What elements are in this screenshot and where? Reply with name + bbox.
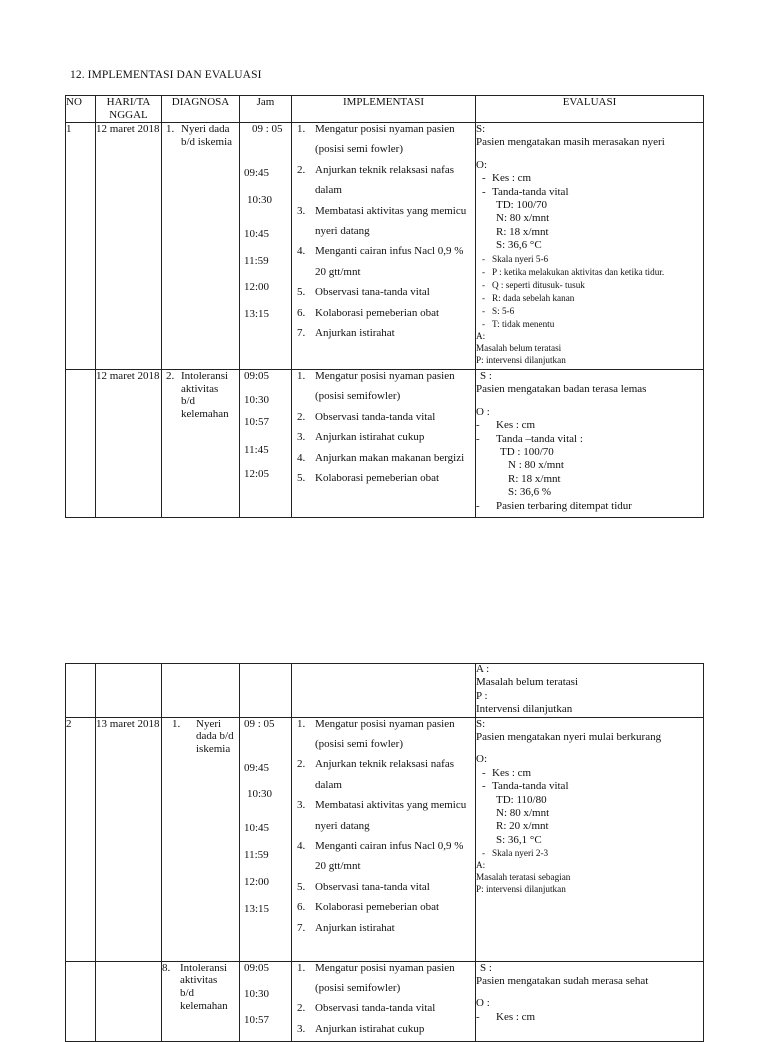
- row-evaluasi: S : Pasien mengatakan badan terasa lemas O : - Kes : cm - Tanda –tanda vital : TD : 100/70 N : 80 x/mnt R: 18 x/mnt S: 36,6 % - Pasien terbaring ditempat tidur: [476, 370, 704, 518]
- row-implementasi: [292, 123, 476, 370]
- time: 10:30: [244, 987, 270, 1000]
- header-hari-tanggal: HARI/TA NGGAL: [96, 96, 162, 123]
- table-row: [66, 123, 704, 370]
- header-evaluasi: EVALUASI: [476, 96, 704, 123]
- list-item: 1. Mengatur posisi nyaman pasien (posisi semifowler): [297, 961, 455, 995]
- table-row: [66, 370, 704, 518]
- evaluation-table-page-2: [65, 663, 704, 1042]
- row-diagnosa: 1. Nyeri dada b/d iskemia: [162, 717, 240, 961]
- row-times: [240, 961, 292, 1041]
- list-item: 3. Membatasi aktivitas yang memicu nyeri datang: [297, 799, 467, 832]
- time: 09:05: [244, 370, 270, 382]
- row-date: 12 maret 2018: [96, 123, 162, 370]
- list-item: 1. Mengatur posisi nyaman pasien (posisi semi fowler): [297, 123, 455, 156]
- list-item: 3. Anjurkan istirahat cukup: [297, 431, 425, 444]
- row-evaluasi: S : Pasien mengatakan sudah merasa sehat O : - Kes : cm: [476, 961, 704, 1041]
- table-row: [66, 961, 704, 1041]
- table-header-row: [66, 96, 704, 123]
- time: 12:05: [244, 468, 270, 480]
- list-item: 3. Anjurkan istirahat cukup: [297, 1022, 425, 1035]
- list-item: 4. Anjurkan makan makanan bergizi: [297, 451, 465, 464]
- row-times: [240, 717, 292, 961]
- table-row: [66, 664, 704, 718]
- row-implementasi: [292, 370, 476, 518]
- time: 12:00: [244, 876, 270, 889]
- time: 09 : 05: [252, 123, 283, 135]
- list-item: 6. Kolaborasi pemeberian obat: [297, 306, 440, 319]
- list-item: 5. Observasi tana-tanda vital: [297, 286, 430, 299]
- row-diagnosa: 2. Intoleransi aktivitas b/d kelemahan: [162, 370, 240, 518]
- time: 10:30: [247, 788, 273, 801]
- list-item: 2. Observasi tanda-tanda vital: [297, 1002, 436, 1015]
- row-evaluasi-continued: A : Masalah belum teratasi P : Intervensi dilanjutkan: [476, 664, 704, 718]
- row-implementasi: [292, 961, 476, 1041]
- time: 09:45: [244, 761, 270, 774]
- time: 10:30: [244, 394, 270, 406]
- time: 11:59: [244, 849, 269, 862]
- time: 10:57: [244, 1013, 270, 1026]
- row-evaluasi: S: Pasien mengatakan nyeri mulai berkurang O: - Kes : cm - Tanda-tanda vital TD: 110/80 N: 80 x/mnt R: 20 x/mnt S: 36,1 °C - Skala nyeri 2-3 A: Masalah teratasi sebagian P: intervensi dilanjutkan: [476, 717, 704, 961]
- row-date: 12 maret 2018: [96, 370, 162, 518]
- list-item: 3. Membatasi aktivitas yang memicu nyeri datang: [297, 204, 467, 238]
- list-item: 2. Observasi tanda-tanda vital: [297, 410, 436, 423]
- list-item: 2. Anjurkan teknik relaksasi nafas dalam: [297, 758, 454, 791]
- row-implementasi: [292, 717, 476, 961]
- time: 10:45: [244, 822, 270, 835]
- list-item: 5. Observasi tana-tanda vital: [297, 880, 430, 893]
- row-evaluasi: S: Pasien mengatakan masih merasakan nyeri O: - Kes : cm - Tanda-tanda vital TD: 100/70 N: 80 x/mnt R: 18 x/mnt S: 36,6 °C - Skala nyeri 5-6 - P : ketika melakukan aktivitas dan ketika tidur. - Q : seperti ditusuk- tusuk - R: dada sebelah kanan - S: 5-6 - T: tidak menentu A: Masalah belum teratasi P: intervensi dilanjutkan: [476, 123, 704, 370]
- list-item: 6. Kolaborasi pemeberian obat: [297, 901, 440, 914]
- row-date: 13 maret 2018: [96, 717, 162, 961]
- section-heading: 12. IMPLEMENTASI DAN EVALUASI: [70, 69, 262, 81]
- time: 11:59: [244, 254, 269, 267]
- time: 10:45: [244, 227, 270, 240]
- list-item: 7. Anjurkan istirahat: [297, 921, 395, 934]
- list-item: 4. Menganti cairan infus Nacl 0,9 % 20 gtt/mnt: [297, 840, 464, 873]
- row-diagnosa: 8. Intoleransi aktivitas b/d kelemahan: [162, 961, 240, 1041]
- row-times: [240, 370, 292, 518]
- list-item: 7. Anjurkan istirahat: [297, 327, 395, 340]
- list-item: 1. Mengatur posisi nyaman pasien (posisi semi fowler): [297, 717, 455, 751]
- row-diagnosa: 1. Nyeri dada b/d iskemia: [162, 123, 240, 370]
- row-times: [240, 123, 292, 370]
- time: 11:45: [244, 444, 269, 456]
- time: 10:57: [244, 416, 270, 428]
- list-item: 2. Anjurkan teknik relaksasi nafas dalam: [297, 163, 454, 197]
- header-no: NO: [66, 96, 96, 123]
- header-implementasi: IMPLEMENTASI: [292, 96, 476, 123]
- list-item: 5. Kolaborasi pemeberian obat: [297, 472, 440, 485]
- table-row: [66, 717, 704, 961]
- time: 13:15: [244, 902, 270, 915]
- time: 09:05: [244, 961, 270, 974]
- time: 13:15: [244, 308, 270, 321]
- header-jam: Jam: [240, 96, 292, 123]
- list-item: 1. Mengatur posisi nyaman pasien (posisi semifowler): [297, 370, 455, 403]
- time: 09 : 05: [244, 717, 275, 730]
- header-diagnosa: DIAGNOSA: [162, 96, 240, 123]
- time: 12:00: [244, 281, 270, 294]
- list-item: 4. Menganti cairan infus Nacl 0,9 % 20 gtt/mnt: [297, 245, 464, 278]
- evaluation-table-page-1: [65, 95, 704, 518]
- time: 09:45: [244, 167, 270, 179]
- row-number: 2: [66, 717, 96, 961]
- time: 10:30: [247, 193, 273, 206]
- row-number: 1: [66, 123, 96, 370]
